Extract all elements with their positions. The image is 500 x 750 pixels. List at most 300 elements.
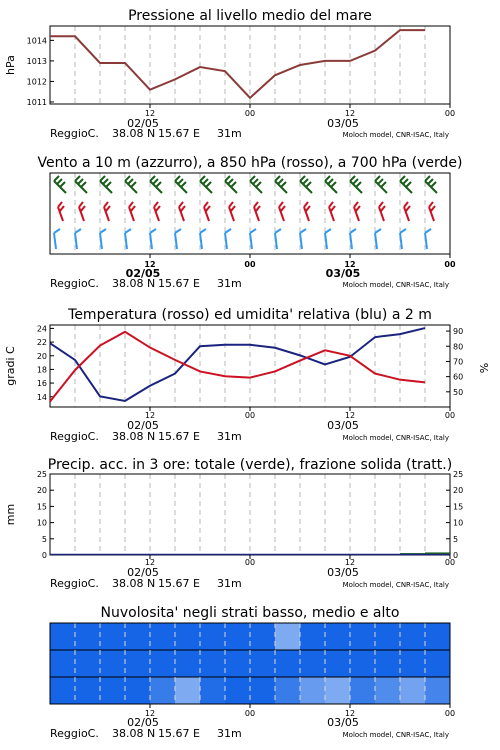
- barb-feather: [425, 176, 430, 181]
- y-tick-label: 20: [453, 486, 464, 496]
- y-tick-label: 60: [453, 372, 464, 382]
- station-name: ReggioC.: [50, 430, 99, 443]
- station-lat: 38.08 N: [112, 430, 156, 443]
- date-label: 03/05: [327, 419, 359, 432]
- cloud-cell-basso: [350, 677, 376, 705]
- y-tick-label: 0: [41, 551, 47, 560]
- barb-feather: [179, 202, 183, 207]
- wind-barb-weak: [200, 229, 206, 249]
- y-axis-left: [37, 324, 54, 401]
- cloud-cell-medio: [300, 650, 326, 678]
- cloud-cell-medio: [75, 650, 101, 678]
- wind-barb-medium: [254, 202, 260, 221]
- barb-feather: [250, 229, 256, 233]
- barb-feather: [375, 176, 380, 181]
- wind-barb-strong: [54, 176, 66, 193]
- x-tick-label: 12: [144, 260, 156, 269]
- cloud-cell-medio: [250, 650, 276, 678]
- barb-feather: [406, 182, 411, 187]
- barb-feather: [200, 176, 205, 181]
- barb-feather: [204, 202, 208, 207]
- y-tick-label: 1012: [26, 77, 47, 87]
- wind-barb-strong: [175, 176, 187, 193]
- x-tick-label: 00: [244, 260, 256, 269]
- humidity-series: [50, 328, 425, 401]
- model-credit: Moloch model, CNR-ISAC, Italy: [342, 434, 449, 442]
- barb-feather: [103, 179, 108, 184]
- x-tick-label: 12: [344, 558, 356, 567]
- barb-feather: [181, 182, 186, 187]
- barb-feather: [75, 176, 80, 181]
- cloud-cell-alto: [300, 623, 326, 651]
- wind-barb-weak: [75, 229, 81, 249]
- barb-feather: [78, 179, 83, 184]
- wind-chart-title: Vento a 10 m (azzurro), a 850 hPa (rosso), a 700 hPa (verde): [37, 155, 463, 171]
- barb-feather: [431, 206, 435, 211]
- barb-feather: [328, 179, 333, 184]
- station-lat: 38.08 N: [112, 727, 156, 740]
- wind-barb-medium: [154, 202, 160, 221]
- barb-feather: [79, 202, 83, 207]
- wind-barb-weak: [175, 229, 181, 249]
- x-tick-label: 00: [444, 109, 456, 118]
- station-lon: 15.67 E: [158, 577, 200, 590]
- station-info: [50, 277, 449, 290]
- barb-feather: [150, 229, 156, 233]
- cloud-cell-medio: [225, 650, 251, 678]
- date-label: 03/05: [327, 117, 359, 130]
- barb-feather: [325, 176, 330, 181]
- wind-barb-strong: [300, 176, 312, 193]
- cloud-cell-alto: [150, 623, 176, 651]
- cloud-cell-medio: [175, 650, 201, 678]
- barb-feather: [54, 229, 60, 233]
- pressure-chart-title: Pressione al livello medio del mare: [128, 8, 372, 24]
- y-tick-label: 1013: [26, 56, 47, 66]
- x-tick-label: 12: [144, 109, 156, 118]
- wind-barb-medium: [354, 202, 360, 221]
- humidity-y-label: %: [478, 362, 491, 374]
- y-tick-label: 50: [453, 387, 464, 397]
- cloud-cell-medio: [100, 650, 126, 678]
- x-tick-label: 12: [144, 709, 156, 718]
- station-info: [50, 727, 449, 740]
- x-tick-label: 00: [444, 709, 456, 718]
- barb-feather: [129, 202, 133, 207]
- cloud-cell-medio: [375, 650, 401, 678]
- y-tick-label: 90: [453, 327, 464, 337]
- barb-feather: [325, 229, 331, 233]
- barb-feather: [150, 176, 155, 181]
- cloud-cell-alto: [100, 623, 126, 651]
- barb-feather: [381, 182, 386, 187]
- model-credit: Moloch model, CNR-ISAC, Italy: [342, 731, 449, 739]
- wind-barb-strong: [200, 176, 212, 193]
- cloud-cell-alto: [75, 623, 101, 651]
- barb-feather: [175, 176, 180, 181]
- barb-feather: [225, 229, 231, 233]
- humidity-series-line: [50, 328, 425, 401]
- wind-barb-weak: [350, 229, 356, 249]
- barb-feather: [225, 176, 230, 181]
- barb-feather: [350, 176, 355, 181]
- wind-barb-medium: [58, 202, 64, 221]
- wind-barb-medium: [204, 202, 210, 221]
- barb-feather: [378, 179, 383, 184]
- wind-barb-weak: [425, 229, 431, 249]
- y-tick-label: 20: [36, 351, 47, 361]
- date-label: 02/05: [125, 267, 161, 280]
- cloud-cell-alto: [250, 623, 276, 651]
- cloud-cell-basso: [325, 677, 351, 705]
- barb-feather: [356, 206, 360, 211]
- wind-barb-medium: [229, 202, 235, 221]
- date-label: 03/05: [325, 267, 361, 280]
- barb-feather: [350, 229, 356, 233]
- date-label: 02/05: [127, 566, 159, 579]
- cloud-cell-basso: [50, 677, 76, 705]
- barb-feather: [231, 206, 235, 211]
- station-elev: 31m: [217, 127, 242, 140]
- station-name: ReggioC.: [50, 127, 99, 140]
- cloud-cell-alto: [325, 623, 351, 651]
- y-tick-label: 15: [453, 502, 464, 512]
- barb-feather: [156, 182, 161, 187]
- barb-feather: [281, 182, 286, 187]
- barb-feather: [100, 176, 105, 181]
- wind-barb-strong: [125, 176, 137, 193]
- wind-barb-weak: [300, 229, 306, 249]
- x-tick-label: 00: [444, 411, 456, 420]
- station-info: [50, 577, 449, 590]
- cloud-cell-alto: [50, 623, 76, 651]
- barb-feather: [58, 202, 62, 207]
- barb-feather: [203, 179, 208, 184]
- barb-shaft: [54, 233, 56, 249]
- y-axis-left: [37, 470, 54, 560]
- barb-feather: [231, 182, 236, 187]
- y-tick-label: 10: [453, 518, 464, 528]
- wind-barb-strong: [375, 176, 387, 193]
- barb-feather: [106, 206, 110, 211]
- y-tick-label: 0: [453, 551, 459, 560]
- cloud-cell-alto: [200, 623, 226, 651]
- barb-feather: [125, 229, 131, 233]
- y-tick-label: 5: [41, 534, 47, 544]
- precip-y-label: mm: [4, 503, 17, 526]
- cloud-cell-alto: [275, 623, 301, 651]
- barb-feather: [304, 202, 308, 207]
- gridlines: [75, 173, 425, 254]
- wind-barb-medium: [129, 202, 135, 221]
- wind-barb-weak: [54, 229, 60, 249]
- cloud-cell-alto: [125, 623, 151, 651]
- station-lon: 15.67 E: [158, 127, 200, 140]
- date-label: 03/05: [327, 716, 359, 729]
- cloud-cell-basso: [100, 677, 126, 705]
- barb-feather: [429, 202, 433, 207]
- wind-barb-weak: [375, 229, 381, 249]
- barb-feather: [425, 229, 431, 233]
- barb-feather: [329, 202, 333, 207]
- barb-feather: [406, 206, 410, 211]
- cloud-cell-basso: [400, 677, 426, 705]
- y-tick-label: 10: [36, 518, 47, 528]
- barb-feather: [178, 179, 183, 184]
- y-tick-label: 25: [36, 470, 47, 479]
- station-name: ReggioC.: [50, 727, 99, 740]
- y-tick-label: 5: [453, 534, 459, 544]
- wind-barb-strong: [275, 176, 287, 193]
- cloud-cell-basso: [300, 677, 326, 705]
- y-tick-label: 14: [36, 392, 47, 402]
- cloud-cell-basso: [175, 677, 201, 705]
- station-lat: 38.08 N: [112, 577, 156, 590]
- date-label: 02/05: [127, 419, 159, 432]
- wind-barb-medium: [304, 202, 310, 221]
- wind-barb-weak: [275, 229, 281, 249]
- barb-feather: [400, 176, 405, 181]
- y-tick-label: 25: [453, 470, 464, 479]
- barb-feather: [431, 182, 436, 187]
- barb-feather: [206, 206, 210, 211]
- cloud-cell-medio: [350, 650, 376, 678]
- wind-barb-weak: [250, 229, 256, 249]
- y-tick-label: 1011: [26, 97, 47, 107]
- barb-feather: [281, 206, 285, 211]
- barb-feather: [104, 202, 108, 207]
- x-tick-label: 12: [344, 260, 356, 269]
- barb-feather: [81, 206, 85, 211]
- cloud-cell-basso: [250, 677, 276, 705]
- wind-barb-weak: [400, 229, 406, 249]
- station-lat: 38.08 N: [112, 127, 156, 140]
- cloud-cell-alto: [225, 623, 251, 651]
- gridlines: [75, 325, 425, 407]
- barb-feather: [131, 206, 135, 211]
- temp-y-label: gradi C: [4, 346, 17, 386]
- date-label: 02/05: [127, 117, 159, 130]
- barb-feather: [57, 179, 62, 184]
- barb-feather: [300, 176, 305, 181]
- barb-feather: [404, 202, 408, 207]
- barb-feather: [175, 229, 181, 233]
- barb-feather: [256, 206, 260, 211]
- x-tick-label: 00: [244, 709, 256, 718]
- cloud-cell-medio: [400, 650, 426, 678]
- station-name: ReggioC.: [50, 277, 99, 290]
- barb-feather: [379, 202, 383, 207]
- wind-barb-medium: [179, 202, 185, 221]
- station-info: [50, 430, 449, 443]
- barb-feather: [181, 206, 185, 211]
- x-tick-label: 00: [244, 558, 256, 567]
- x-tick-label: 00: [444, 558, 456, 567]
- wind-barb-weak: [150, 229, 156, 249]
- cloud-cell-alto: [175, 623, 201, 651]
- model-credit: Moloch model, CNR-ISAC, Italy: [342, 281, 449, 289]
- wind-barb-medium: [279, 202, 285, 221]
- barb-feather: [306, 182, 311, 187]
- barb-feather: [403, 179, 408, 184]
- cloud-cell-basso: [75, 677, 101, 705]
- barb-feather: [206, 182, 211, 187]
- station-lon: 15.67 E: [158, 727, 200, 740]
- wind-barb-medium: [104, 202, 110, 221]
- y-tick-label: 22: [36, 338, 47, 348]
- cloud-cell-alto: [375, 623, 401, 651]
- cloud-cell-basso: [150, 677, 176, 705]
- cloud-cell-medio: [325, 650, 351, 678]
- cloud-cell-medio: [425, 650, 451, 678]
- barb-feather: [229, 202, 233, 207]
- station-lon: 15.67 E: [158, 430, 200, 443]
- barb-feather: [153, 179, 158, 184]
- x-tick-label: 00: [244, 109, 256, 118]
- barb-feather: [256, 182, 261, 187]
- wind-barbs: [54, 176, 437, 249]
- barb-feather: [128, 179, 133, 184]
- cloud-cell-basso: [225, 677, 251, 705]
- station-info: [50, 127, 449, 140]
- date-label: 03/05: [327, 566, 359, 579]
- cloud-cell-medio: [275, 650, 301, 678]
- x-tick-label: 12: [344, 411, 356, 420]
- barb-feather: [106, 182, 111, 187]
- pressure-series: [50, 30, 425, 98]
- barb-feather: [228, 179, 233, 184]
- wind-barb-strong: [250, 176, 262, 193]
- wind-barb-weak: [125, 229, 131, 249]
- pressure-series-line: [50, 30, 425, 98]
- station-name: ReggioC.: [50, 577, 99, 590]
- barb-feather: [279, 202, 283, 207]
- barb-feather: [428, 179, 433, 184]
- y-tick-label: 15: [36, 502, 47, 512]
- cloud-cell-medio: [200, 650, 226, 678]
- cloud-cell-basso: [375, 677, 401, 705]
- barb-feather: [375, 229, 381, 233]
- wind-barb-medium: [429, 202, 435, 221]
- wind-barb-strong: [75, 176, 87, 193]
- barb-feather: [60, 182, 65, 187]
- barb-feather: [275, 176, 280, 181]
- barb-feather: [100, 229, 106, 233]
- wind-barb-strong: [350, 176, 362, 193]
- y-tick-label: 80: [453, 342, 464, 352]
- x-tick-label: 00: [244, 411, 256, 420]
- barb-feather: [154, 202, 158, 207]
- y-tick-label: 24: [36, 324, 47, 334]
- station-lon: 15.67 E: [158, 277, 200, 290]
- wind-barb-strong: [150, 176, 162, 193]
- temp-chart-title: Temperatura (rosso) ed umidita' relativa (blu) a 2 m: [68, 307, 432, 323]
- date-label: 02/05: [127, 716, 159, 729]
- wind-barb-strong: [425, 176, 437, 193]
- cloud-cell-alto: [350, 623, 376, 651]
- cloud-cell-medio: [50, 650, 76, 678]
- wind-barb-strong: [400, 176, 412, 193]
- x-tick-label: 12: [344, 709, 356, 718]
- y-axis-right: [446, 327, 463, 397]
- wind-barb-weak: [225, 229, 231, 249]
- wind-barb-medium: [404, 202, 410, 221]
- station-elev: 31m: [217, 277, 242, 290]
- barb-feather: [200, 229, 206, 233]
- station-elev: 31m: [217, 430, 242, 443]
- cloud-cell-basso: [425, 677, 451, 705]
- barb-feather: [381, 206, 385, 211]
- wind-barb-strong: [100, 176, 112, 193]
- wind-barb-medium: [379, 202, 385, 221]
- precip-chart-title: Precip. acc. in 3 ore: totale (verde), frazione solida (tratt.): [47, 457, 453, 473]
- station-lat: 38.08 N: [112, 277, 156, 290]
- y-tick-label: 1014: [26, 36, 47, 46]
- barb-feather: [400, 229, 406, 233]
- barb-feather: [60, 206, 64, 211]
- cloud-cell-medio: [150, 650, 176, 678]
- barb-feather: [331, 206, 335, 211]
- pressure-y-label: hPa: [4, 55, 17, 75]
- x-tick-label: 12: [344, 109, 356, 118]
- barb-feather: [54, 176, 59, 181]
- station-elev: 31m: [217, 727, 242, 740]
- barb-feather: [156, 206, 160, 211]
- barb-feather: [253, 179, 258, 184]
- station-elev: 31m: [217, 577, 242, 590]
- cloud-chart-title: Nuvolosita' negli strati basso, medio e alto: [100, 605, 400, 621]
- y-tick-label: 70: [453, 357, 464, 367]
- cloud-cell-basso: [125, 677, 151, 705]
- barb-feather: [303, 179, 308, 184]
- barb-feather: [81, 182, 86, 187]
- wind-barb-strong: [325, 176, 337, 193]
- y-tick-label: 20: [36, 486, 47, 496]
- x-tick-label: 12: [144, 411, 156, 420]
- y-axis-right: [446, 470, 463, 560]
- cloud-cell-alto: [400, 623, 426, 651]
- barb-feather: [125, 176, 130, 181]
- gridlines: [75, 474, 425, 555]
- barb-feather: [278, 179, 283, 184]
- cloud-cell-basso: [275, 677, 301, 705]
- cloud-cell-medio: [125, 650, 151, 678]
- barb-feather: [75, 229, 81, 233]
- barb-feather: [356, 182, 361, 187]
- barb-feather: [131, 182, 136, 187]
- barb-feather: [254, 202, 258, 207]
- barb-feather: [306, 206, 310, 211]
- barb-feather: [331, 182, 336, 187]
- model-credit: Moloch model, CNR-ISAC, Italy: [342, 131, 449, 139]
- cloud-cell-basso: [200, 677, 226, 705]
- wind-barb-weak: [325, 229, 331, 249]
- barb-feather: [354, 202, 358, 207]
- barb-feather: [353, 179, 358, 184]
- barb-feather: [275, 229, 281, 233]
- wind-barb-medium: [329, 202, 335, 221]
- y-tick-label: 18: [36, 365, 47, 375]
- wind-barb-medium: [79, 202, 85, 221]
- x-tick-label: 00: [444, 260, 456, 269]
- y-tick-label: 16: [36, 379, 47, 389]
- cloud-cell-alto: [425, 623, 451, 651]
- wind-barb-weak: [100, 229, 106, 249]
- model-credit: Moloch model, CNR-ISAC, Italy: [342, 581, 449, 589]
- barb-feather: [300, 229, 306, 233]
- x-tick-label: 12: [144, 558, 156, 567]
- barb-feather: [250, 176, 255, 181]
